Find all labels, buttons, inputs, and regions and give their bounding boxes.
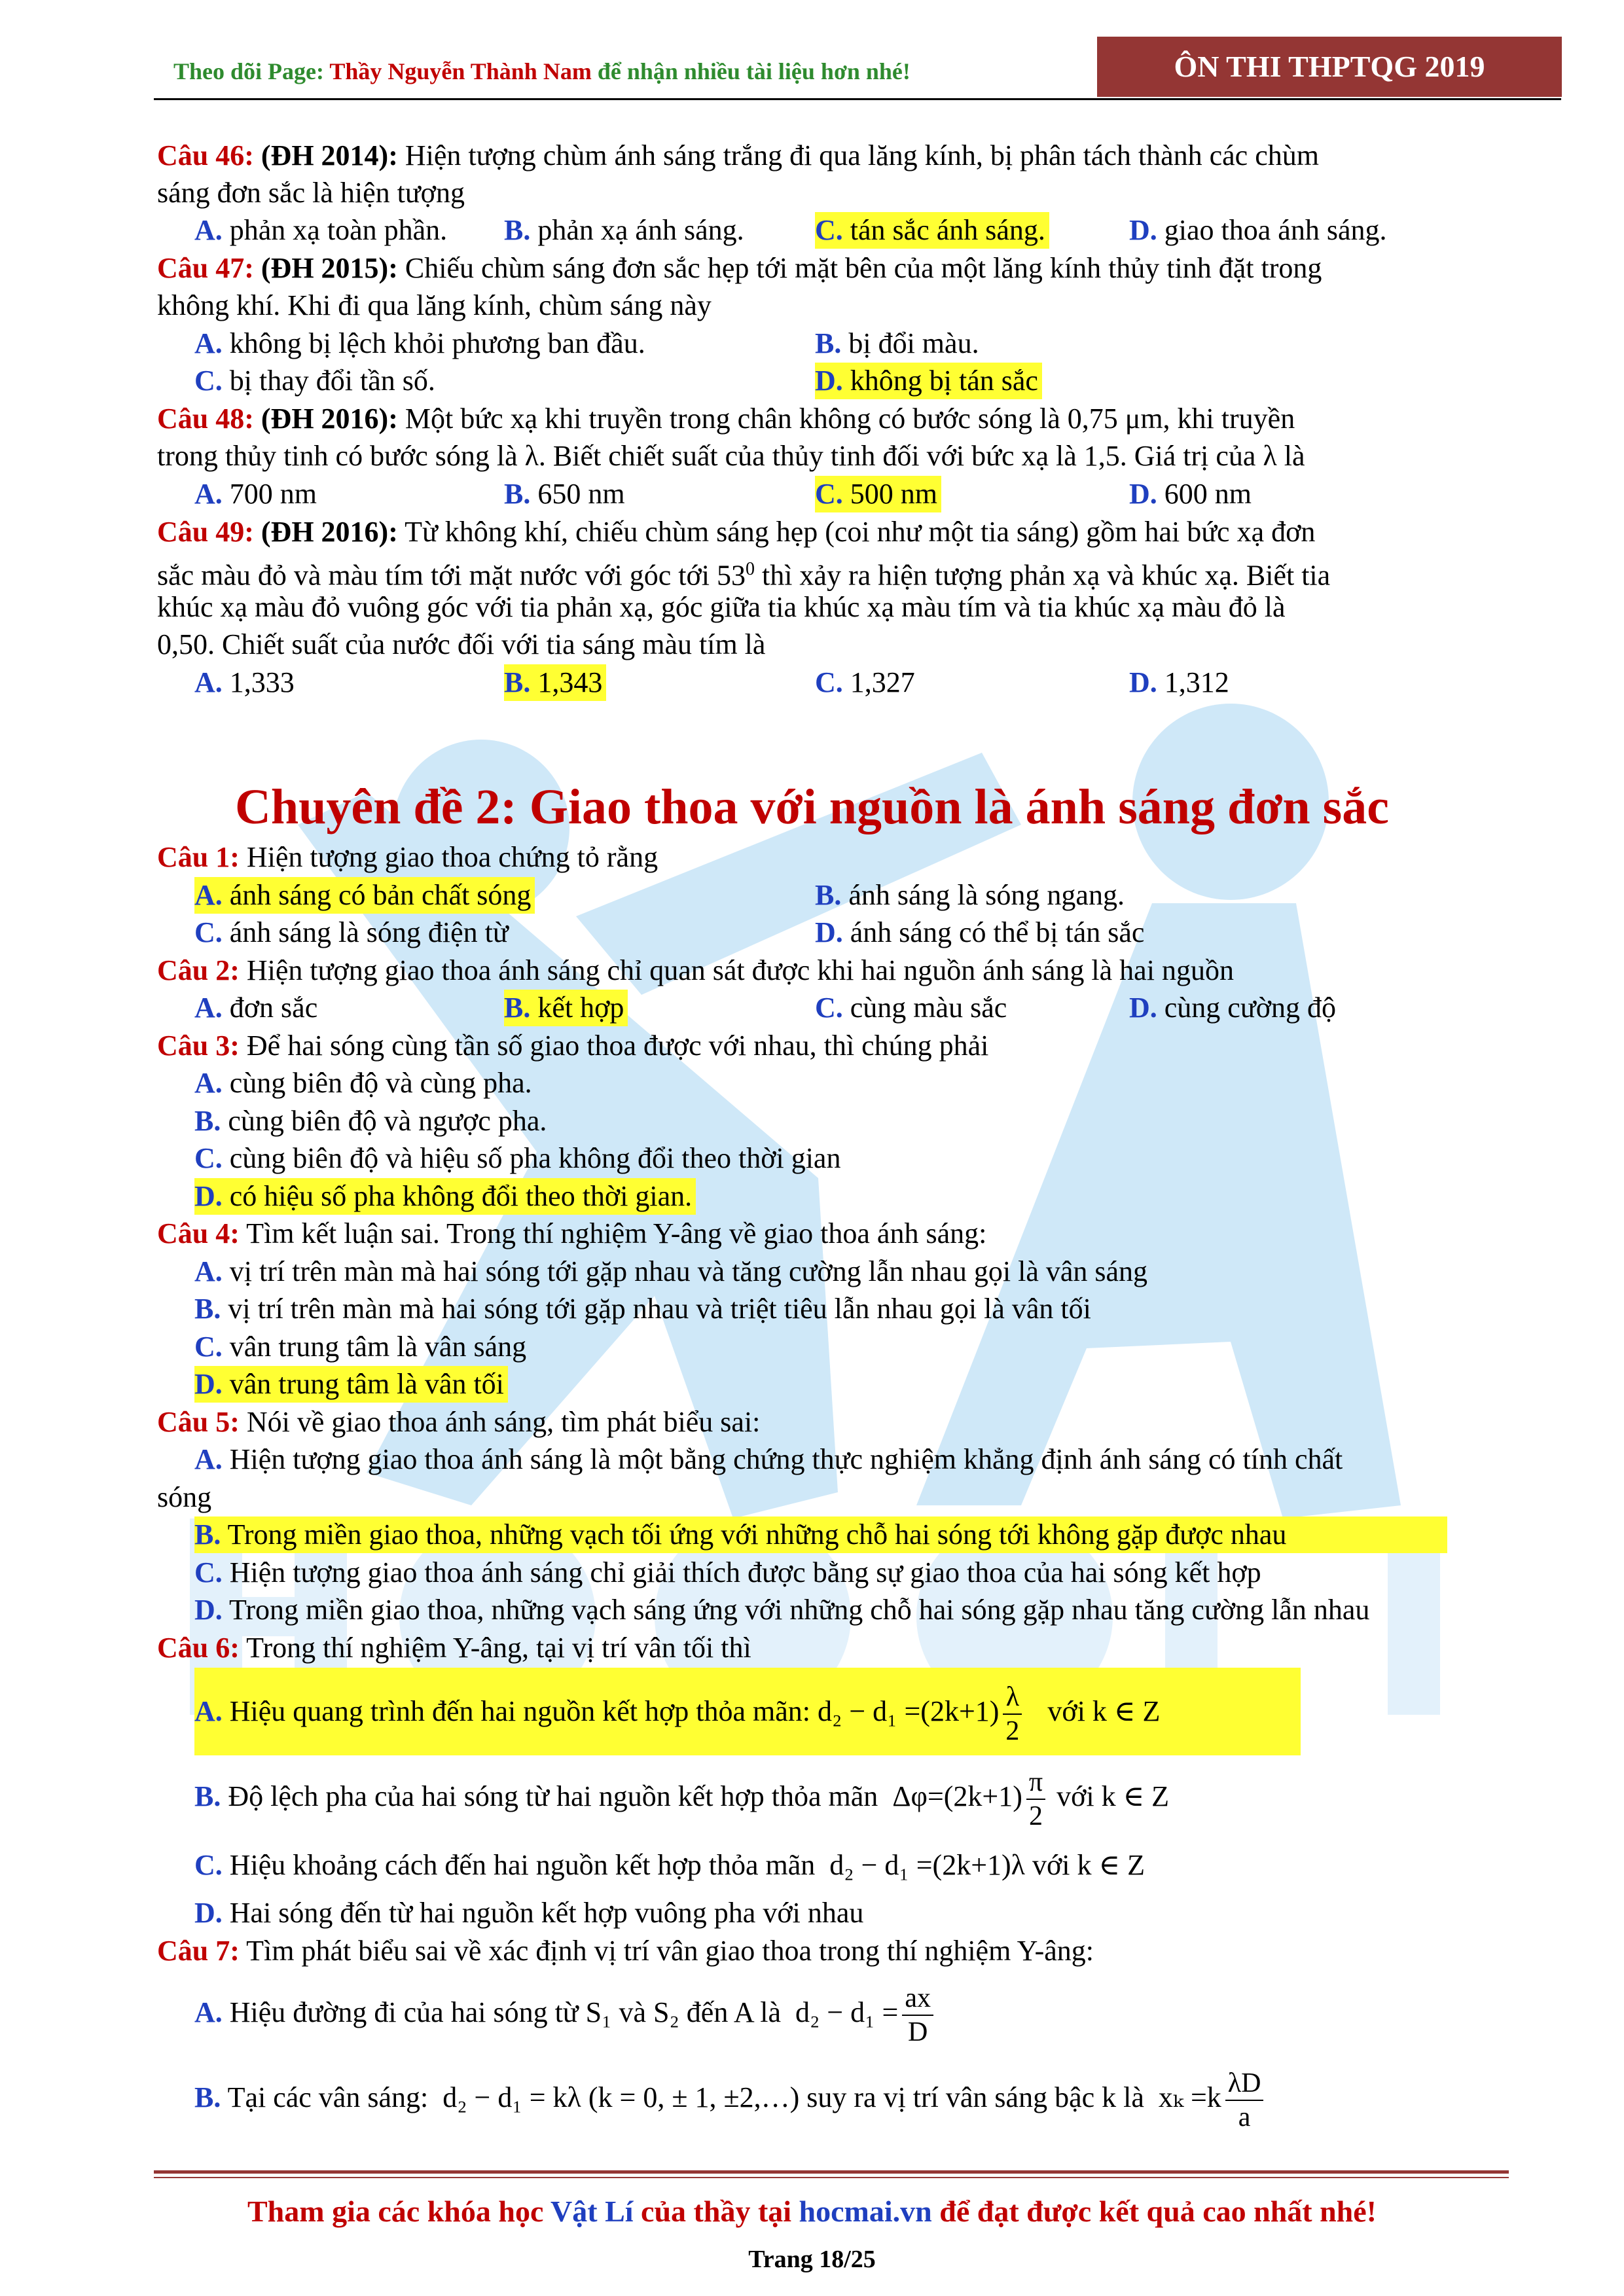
q48-b-text: 650 nm bbox=[537, 478, 625, 510]
q47-c-text: bị thay đổi tần số. bbox=[229, 365, 435, 397]
label-b: B. bbox=[194, 1105, 221, 1137]
label-b: B. bbox=[194, 1780, 221, 1812]
c6-option-a-answer bbox=[194, 1676, 1160, 1748]
q46-option-a bbox=[194, 212, 447, 249]
q49-text-3: khúc xạ màu đỏ vuông góc với tia phản xạ, góc giữa tia khúc xạ màu tím và tia khúc xạ màu đỏ là bbox=[157, 591, 1286, 623]
label-b: B. bbox=[815, 879, 842, 911]
c1-option-b bbox=[815, 877, 1125, 914]
q47-a-text: không bị lệch khỏi phương ban đầu. bbox=[229, 327, 645, 359]
c3-d-text: có hiệu số pha không đổi theo thời gian. bbox=[229, 1180, 693, 1212]
c6-a-numerator: λ bbox=[1003, 1681, 1022, 1715]
question-46 bbox=[157, 137, 1319, 174]
label-b: B. bbox=[815, 327, 842, 359]
q49-text-2a: sắc màu đỏ và màu tím tới mặt nước với góc tới 53 bbox=[157, 559, 746, 592]
c6-option-c bbox=[194, 1847, 1145, 1884]
label-b: B. bbox=[504, 666, 531, 698]
c2-a-text: đơn sắc bbox=[229, 992, 318, 1024]
c4-c-text: vân trung tâm là vân sáng bbox=[229, 1331, 527, 1363]
c5-option-d bbox=[194, 1592, 1369, 1628]
c2-d-text: cùng cường độ bbox=[1164, 992, 1336, 1024]
label-c: C. bbox=[194, 365, 223, 397]
c7-a-fraction bbox=[902, 1982, 933, 2049]
c5-option-b-answer bbox=[194, 1516, 1286, 1553]
q49-option-b-answer bbox=[504, 664, 606, 701]
q49-c-text: 1,327 bbox=[850, 666, 915, 698]
c2-option-b-answer bbox=[504, 990, 628, 1026]
footer-divider-thin bbox=[154, 2177, 1509, 2178]
c7-option-b bbox=[194, 2062, 1267, 2134]
c1-a-text: ánh sáng có bản chất sóng bbox=[229, 879, 532, 911]
q49-option-d bbox=[1129, 664, 1229, 701]
footer-subject: Vật Lí bbox=[550, 2195, 634, 2228]
c7-b-fraction bbox=[1225, 2067, 1264, 2134]
c2-question bbox=[157, 952, 1234, 989]
label-a: A. bbox=[194, 992, 223, 1024]
c3-option-a bbox=[194, 1065, 532, 1102]
label-d: D. bbox=[1129, 478, 1157, 510]
c7-b-denominator: a bbox=[1238, 2102, 1251, 2132]
label-a: A. bbox=[194, 478, 223, 510]
section-title: Chuyên đề 2: Giao thoa với nguồn là ánh sáng đơn sắc bbox=[235, 780, 1389, 834]
c7-text: Tìm phát biểu sai về xác định vị trí vân giao thoa trong thí nghiệm Y-âng: bbox=[239, 1935, 1094, 1967]
c5-b-text: Trong miền giao thoa, những vạch tối ứng với những chỗ hai sóng tới không gặp được nhau bbox=[227, 1518, 1287, 1551]
label-b: B. bbox=[194, 1293, 221, 1325]
c7-a-formula: d₂ − d₁ = bbox=[795, 1996, 899, 2028]
c5-question bbox=[157, 1404, 760, 1441]
label-a: A. bbox=[194, 1255, 223, 1287]
c6-a-text: Hiệu quang trình đến hai nguồn kết hợp thỏa mãn: bbox=[229, 1695, 810, 1727]
c6-b-condition: với k ∈ Z bbox=[1056, 1780, 1170, 1812]
c3-option-d-answer bbox=[194, 1178, 696, 1215]
label-a: A. bbox=[194, 214, 223, 246]
q49-text-4: 0,50. Chiết suất của nước đối với tia sáng màu tím là bbox=[157, 628, 766, 660]
c7-question bbox=[157, 1933, 1094, 1969]
q46-d-text: giao thoa ánh sáng. bbox=[1164, 214, 1387, 246]
c6-c-formula: d₂ − d₁ =(2k+1)λ với k ∈ Z bbox=[829, 1849, 1145, 1881]
c4-option-b bbox=[194, 1291, 1091, 1327]
label-b: B. bbox=[194, 1518, 221, 1551]
q46-b-text: phản xạ ánh sáng. bbox=[537, 214, 744, 246]
c3-option-c bbox=[194, 1140, 840, 1177]
question-47 bbox=[157, 250, 1322, 287]
label-d: D. bbox=[194, 1594, 223, 1626]
c6-a-denominator: 2 bbox=[1005, 1715, 1020, 1746]
c7-number: Câu 7: bbox=[157, 1935, 240, 1967]
c4-a-text: vị trí trên màn mà hai sóng tới gặp nhau và tăng cường lẫn nhau gọi là vân sáng bbox=[229, 1255, 1148, 1287]
c6-a-condition: với k ∈ Z bbox=[1047, 1695, 1161, 1727]
c4-question bbox=[157, 1215, 986, 1252]
c6-d-text: Hai sóng đến từ hai nguồn kết hợp vuông pha với nhau bbox=[229, 1897, 864, 1929]
q48-option-a bbox=[194, 476, 317, 512]
c4-d-text: vân trung tâm là vân tối bbox=[229, 1368, 504, 1400]
c5-option-a bbox=[194, 1441, 1343, 1478]
label-a: A. bbox=[194, 1996, 223, 2028]
footer-divider-thick bbox=[154, 2170, 1509, 2174]
q48-c-text: 500 nm bbox=[850, 478, 938, 510]
label-a: A. bbox=[194, 1443, 223, 1475]
c1-option-a-answer bbox=[194, 877, 535, 914]
label-d: D. bbox=[194, 1180, 223, 1212]
q47-text-2: không khí. Khi đi qua lăng kính, chùm sáng này bbox=[157, 289, 712, 321]
c6-a-formula: d₂ − d₁ =(2k+1) bbox=[817, 1695, 1000, 1727]
q49-d-text: 1,312 bbox=[1164, 666, 1229, 698]
exam-badge: ÔN THI THPTQG 2019 bbox=[1097, 37, 1562, 97]
c3-b-text: cùng biên độ và ngược pha. bbox=[228, 1105, 547, 1137]
label-a: A. bbox=[194, 666, 223, 698]
q48-source: (ĐH 2016): bbox=[253, 403, 398, 435]
q46-text: Hiện tượng chùm ánh sáng trắng đi qua lăng kính, bị phân tách thành các chùm bbox=[397, 139, 1319, 171]
header-note bbox=[173, 58, 911, 85]
c5-option-c bbox=[194, 1554, 1261, 1591]
c5-a-text-2: sóng bbox=[157, 1481, 212, 1513]
label-c: C. bbox=[194, 916, 223, 948]
teacher-name[interactable]: Thầy Nguyễn Thành Nam bbox=[329, 58, 592, 84]
c6-b-denominator: 2 bbox=[1028, 1801, 1043, 1831]
c6-c-text: Hiệu khoảng cách đến hai nguồn kết hợp thỏa mãn bbox=[229, 1849, 816, 1881]
c1-b-text: ánh sáng là sóng ngang. bbox=[848, 879, 1125, 911]
q49-source: (ĐH 2016): bbox=[253, 516, 398, 548]
c6-b-fraction bbox=[1026, 1766, 1045, 1833]
label-d: D. bbox=[1129, 992, 1157, 1024]
footer-p1: Tham gia các khóa học bbox=[247, 2195, 551, 2228]
q46-source: (ĐH 2014): bbox=[253, 139, 398, 171]
c6-b-formula: Δφ=(2k+1) bbox=[892, 1780, 1022, 1812]
c1-option-d bbox=[815, 914, 1144, 951]
c2-b-text: kết hợp bbox=[537, 992, 624, 1024]
footer-p3: của thầy tại bbox=[633, 2195, 799, 2228]
question-49 bbox=[157, 514, 1315, 550]
c6-b-numerator: π bbox=[1026, 1766, 1045, 1800]
label-d: D. bbox=[1129, 666, 1157, 698]
label-b: B. bbox=[504, 992, 531, 1024]
c1-d-text: ánh sáng có thể bị tán sắc bbox=[850, 916, 1145, 948]
label-d: D. bbox=[194, 1897, 223, 1929]
q49-text-2 bbox=[157, 551, 1330, 594]
c4-b-text: vị trí trên màn mà hai sóng tới gặp nhau và triệt tiêu lẫn nhau gọi là vân tối bbox=[228, 1293, 1091, 1325]
q49-b-text: 1,343 bbox=[537, 666, 603, 698]
header-divider bbox=[154, 98, 1561, 100]
q46-text-2: sáng đơn sắc là hiện tượng bbox=[157, 177, 465, 209]
c3-text: Để hai sóng cùng tần số giao thoa được với nhau, thì chúng phải bbox=[239, 1030, 989, 1062]
q48-option-b bbox=[504, 476, 625, 512]
q47-option-d-answer bbox=[815, 363, 1042, 399]
q49-degree: 0 bbox=[745, 559, 755, 579]
label-d: D. bbox=[815, 916, 843, 948]
c5-text: Nói về giao thoa ánh sáng, tìm phát biểu sai: bbox=[239, 1406, 761, 1438]
q49-option-c bbox=[815, 664, 915, 701]
c3-number: Câu 3: bbox=[157, 1030, 240, 1062]
c1-number: Câu 1: bbox=[157, 841, 240, 873]
label-c: C. bbox=[194, 1331, 223, 1363]
c1-question bbox=[157, 839, 658, 876]
label-d: D. bbox=[815, 365, 843, 397]
q48-text: Một bức xạ khi truyền trong chân không có bước sóng là 0,75 μm, khi truyền bbox=[397, 403, 1295, 435]
q48-option-c-answer bbox=[815, 476, 941, 512]
page-number: Trang 18/25 bbox=[748, 2246, 876, 2273]
c6-a-fraction bbox=[1003, 1681, 1022, 1748]
question-48 bbox=[157, 401, 1295, 437]
q47-d-text: không bị tán sắc bbox=[850, 365, 1038, 397]
footer-site-link[interactable]: hocmai.vn bbox=[799, 2195, 932, 2228]
label-a: A. bbox=[194, 1067, 223, 1099]
c3-question bbox=[157, 1028, 988, 1064]
label-b: B. bbox=[504, 214, 531, 246]
q48-a-text: 700 nm bbox=[229, 478, 317, 510]
c1-text: Hiện tượng giao thoa chứng tỏ rằng bbox=[239, 841, 659, 873]
q46-option-c-answer bbox=[815, 212, 1049, 249]
q48-d-text: 600 nm bbox=[1164, 478, 1252, 510]
c6-b-text: Độ lệch pha của hai sóng từ hai nguồn kết hợp thỏa mãn bbox=[228, 1780, 878, 1812]
c4-option-d-answer bbox=[194, 1366, 508, 1403]
c2-option-a bbox=[194, 990, 317, 1026]
q47-option-b bbox=[815, 325, 979, 362]
label-c: C. bbox=[815, 666, 843, 698]
q49-option-a bbox=[194, 664, 295, 701]
c4-text: Tìm kết luận sai. Trong thí nghiệm Y-âng về giao thoa ánh sáng: bbox=[239, 1217, 987, 1249]
c7-b-formula: d₂ − d₁ = kλ (k = 0, ± 1, ±2,…) bbox=[442, 2081, 800, 2113]
c6-option-d bbox=[194, 1895, 863, 1931]
c2-c-text: cùng màu sắc bbox=[850, 992, 1007, 1024]
c4-option-a bbox=[194, 1253, 1147, 1290]
c7-b-text: Tại các vân sáng: bbox=[227, 2081, 429, 2113]
q48-number: Câu 48: bbox=[157, 403, 254, 435]
c5-number: Câu 5: bbox=[157, 1406, 240, 1438]
label-a: A. bbox=[194, 327, 223, 359]
c1-option-c bbox=[194, 914, 509, 951]
label-d: D. bbox=[1129, 214, 1157, 246]
c7-a-text: Hiệu đường đi của hai sóng từ S₁ và S₂ đến A là bbox=[229, 1996, 782, 2028]
header-prefix: Theo dõi Page: bbox=[173, 58, 330, 84]
c4-number: Câu 4: bbox=[157, 1217, 240, 1249]
label-d: D. bbox=[194, 1368, 223, 1400]
c3-c-text: cùng biên độ và hiệu số pha không đổi theo thời gian bbox=[229, 1142, 841, 1174]
c2-option-c bbox=[815, 990, 1007, 1026]
q49-text-2b: thì xảy ra hiện tượng phản xạ và khúc xạ. Biết tia bbox=[754, 559, 1331, 592]
c4-option-c bbox=[194, 1329, 526, 1365]
label-b: B. bbox=[194, 2081, 221, 2113]
label-c: C. bbox=[815, 478, 843, 510]
footer-p5: để đạt được kết quả cao nhất nhé! bbox=[931, 2195, 1377, 2228]
c5-d-text: Trong miền giao thoa, những vạch sáng ứng với những chỗ hai sóng gặp nhau tăng cường lẫn nhau bbox=[229, 1594, 1370, 1626]
q47-number: Câu 47: bbox=[157, 252, 254, 284]
c2-option-d bbox=[1129, 990, 1336, 1026]
c6-question bbox=[157, 1630, 751, 1666]
c2-text: Hiện tượng giao thoa ánh sáng chỉ quan sát được khi hai nguồn ánh sáng là hai nguồn bbox=[239, 954, 1234, 986]
c7-b-numerator: λD bbox=[1225, 2067, 1264, 2101]
c5-c-text: Hiện tượng giao thoa ánh sáng chỉ giải thích được bằng sự giao thoa của hai sóng kết hợp bbox=[229, 1556, 1261, 1588]
q47-source: (ĐH 2015): bbox=[253, 252, 398, 284]
c6-text: Trong thí nghiệm Y-âng, tại vị trí vân tối thì bbox=[239, 1632, 751, 1664]
label-a: A. bbox=[194, 879, 223, 911]
q49-text: Từ không khí, chiếu chùm sáng hẹp (coi như một tia sáng) gồm hai bức xạ đơn bbox=[397, 516, 1316, 548]
label-c: C. bbox=[194, 1849, 223, 1881]
c7-b-text-2: suy ra vị trí vân sáng bậc k là bbox=[806, 2081, 1144, 2113]
header-suffix: để nhận nhiều tài liệu hơn nhé! bbox=[591, 58, 911, 84]
c3-a-text: cùng biên độ và cùng pha. bbox=[229, 1067, 532, 1099]
q47-option-c bbox=[194, 363, 435, 399]
q49-a-text: 1,333 bbox=[229, 666, 295, 698]
footer-promo bbox=[0, 2194, 1624, 2229]
q46-c-text: tán sắc ánh sáng. bbox=[850, 214, 1045, 246]
c7-b-formula-2: xₖ =k bbox=[1158, 2081, 1221, 2113]
c1-c-text: ánh sáng là sóng điện từ bbox=[229, 916, 509, 948]
label-c: C. bbox=[194, 1142, 223, 1174]
q49-number: Câu 49: bbox=[157, 516, 254, 548]
c7-a-denominator: D bbox=[907, 2017, 928, 2047]
c5-a-text: Hiện tượng giao thoa ánh sáng là một bằng chứng thực nghiệm khẳng định ánh sáng có tính chất bbox=[229, 1443, 1343, 1475]
q46-number: Câu 46: bbox=[157, 139, 254, 171]
q46-option-d bbox=[1129, 212, 1386, 249]
q48-option-d bbox=[1129, 476, 1252, 512]
c3-option-b bbox=[194, 1103, 547, 1139]
c6-number: Câu 6: bbox=[157, 1632, 240, 1664]
c2-number: Câu 2: bbox=[157, 954, 240, 986]
c6-option-b bbox=[194, 1761, 1169, 1833]
c7-a-numerator: ax bbox=[902, 1982, 933, 2016]
label-c: C. bbox=[194, 1556, 223, 1588]
q47-option-a bbox=[194, 325, 645, 362]
q46-option-b bbox=[504, 212, 744, 249]
label-c: C. bbox=[815, 992, 843, 1024]
q47-b-text: bị đổi màu. bbox=[848, 327, 979, 359]
q47-text: Chiếu chùm sáng đơn sắc hẹp tới mặt bên của một lăng kính thủy tinh đặt trong bbox=[397, 252, 1322, 284]
label-a: A. bbox=[194, 1695, 223, 1727]
q48-text-2: trong thủy tinh có bước sóng là λ. Biết chiết suất của thủy tinh đối với bức xạ là 1,5. Giá trị của λ là bbox=[157, 440, 1305, 472]
label-b: B. bbox=[504, 478, 531, 510]
c7-option-a bbox=[194, 1977, 937, 2049]
q46-a-text: phản xạ toàn phần. bbox=[229, 214, 448, 246]
label-c: C. bbox=[815, 214, 843, 246]
